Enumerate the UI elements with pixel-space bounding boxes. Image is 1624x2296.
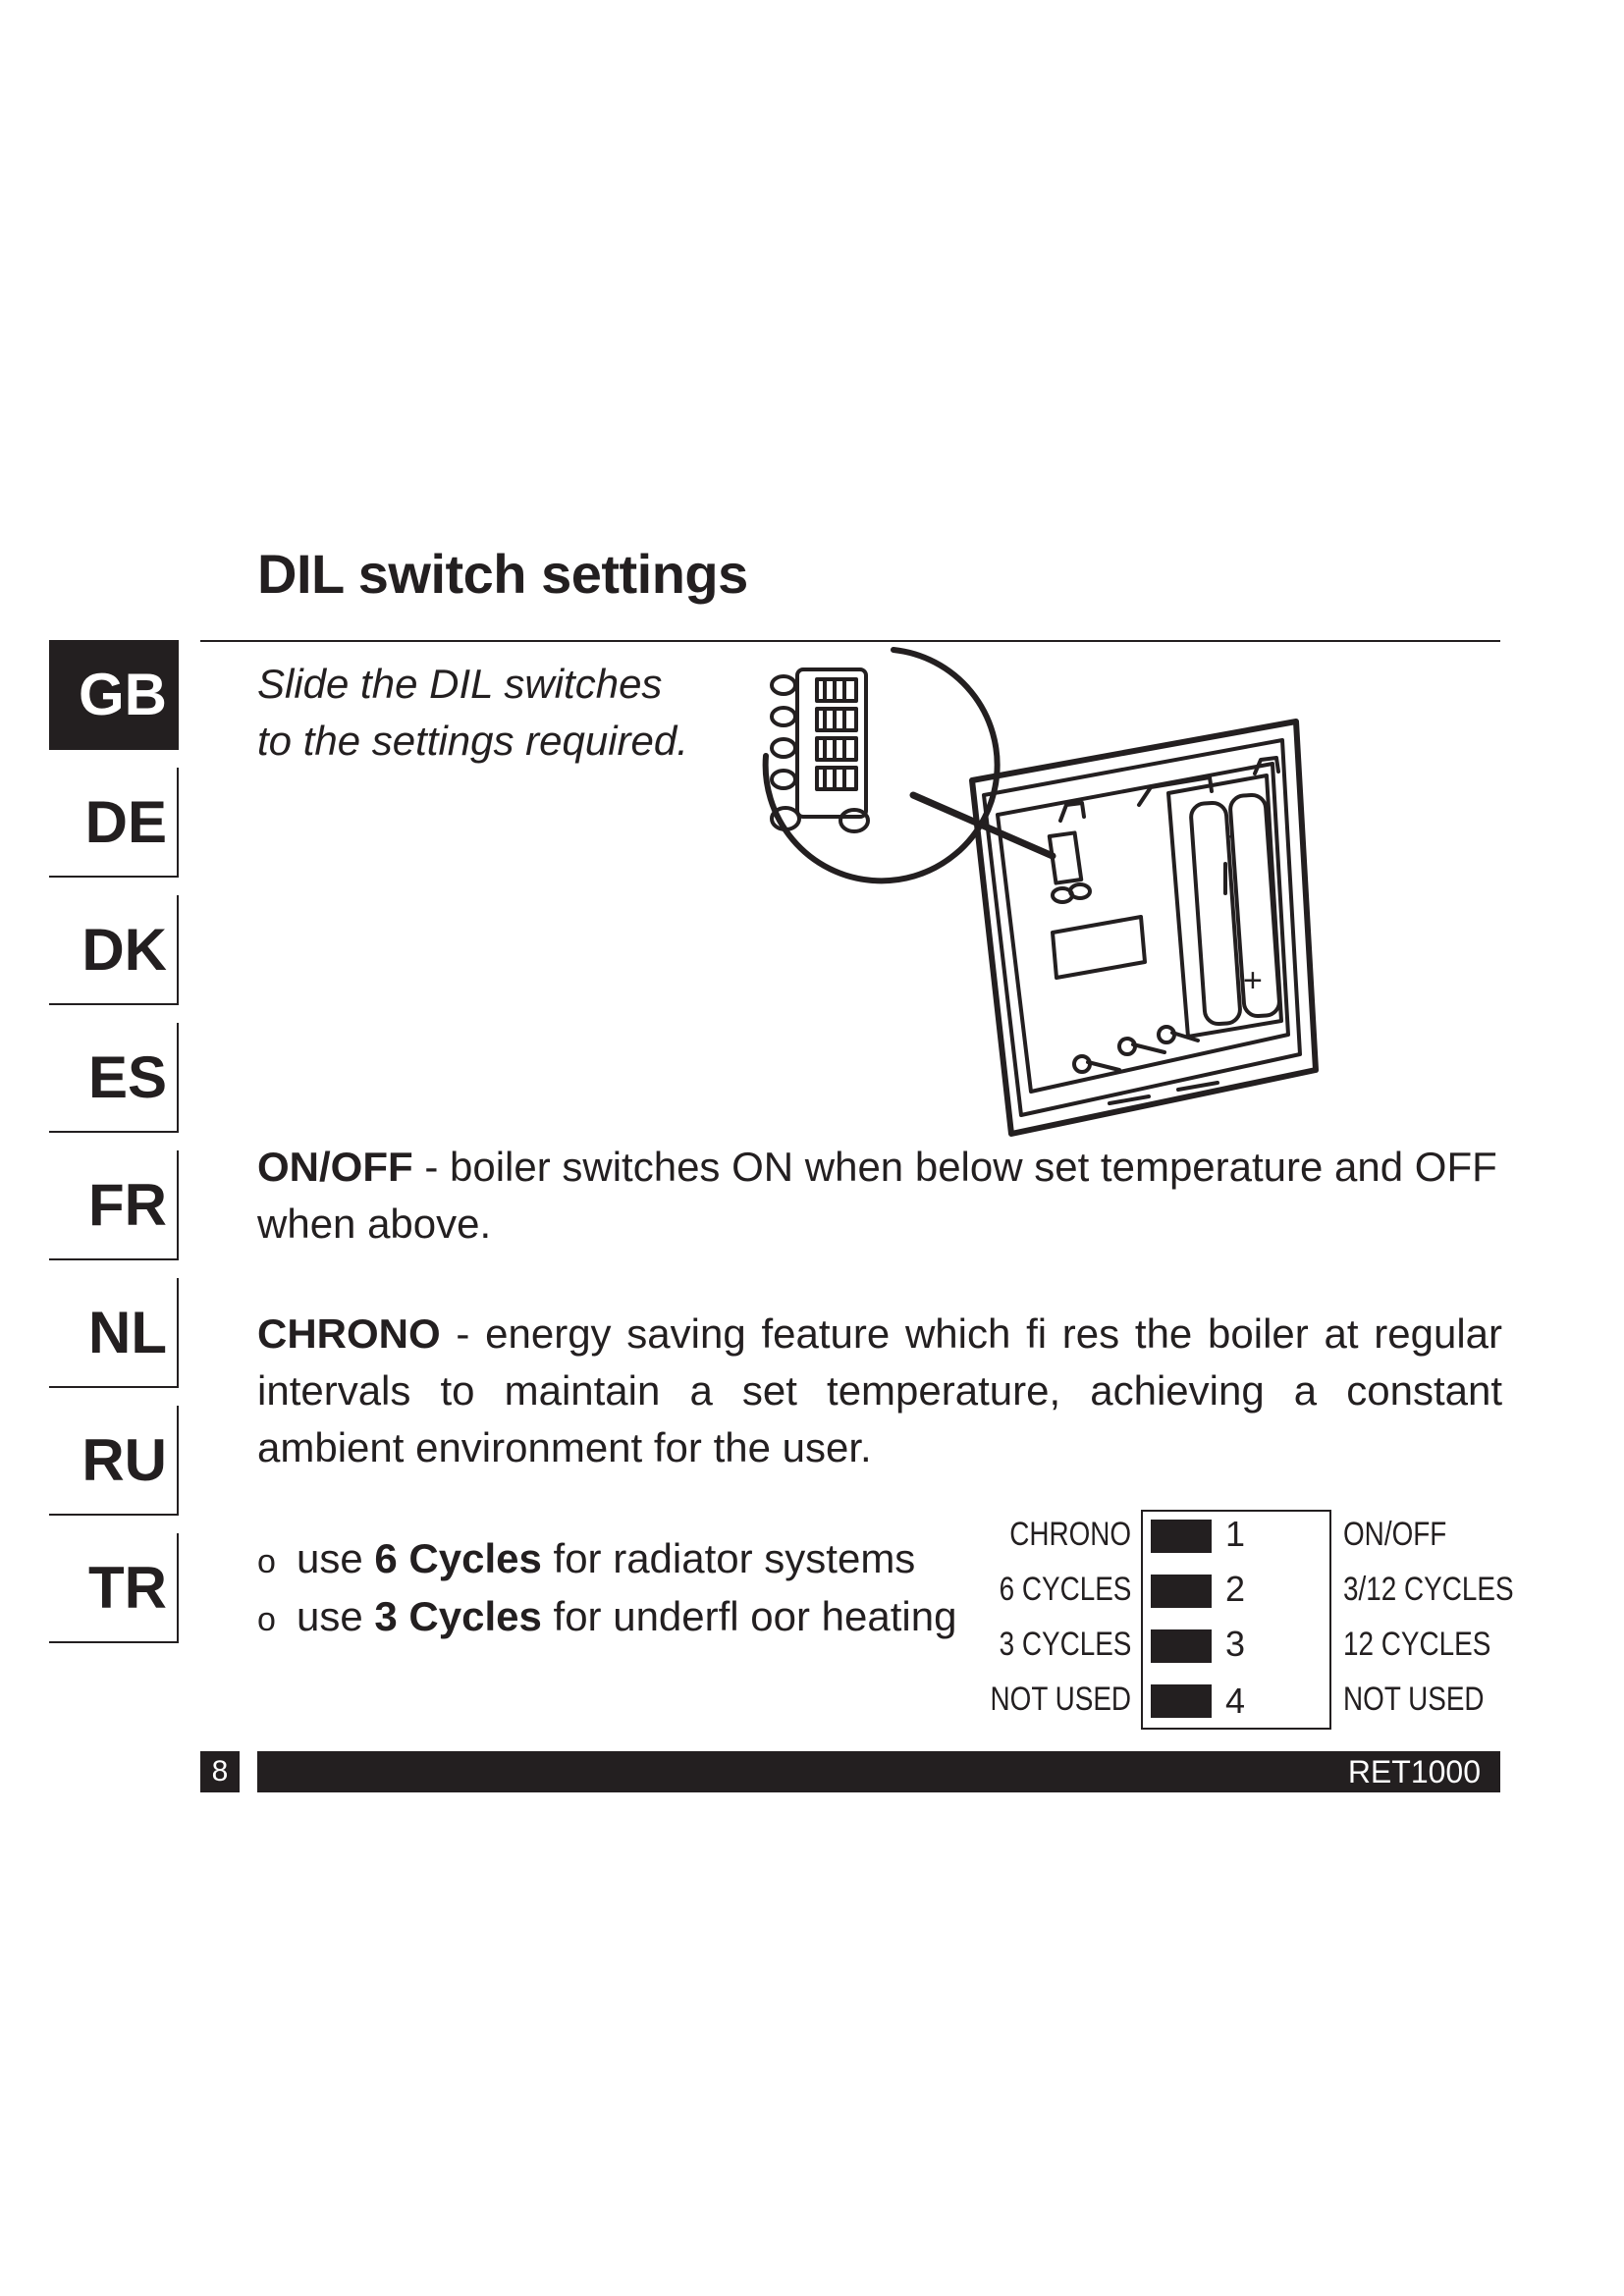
chrono-paragraph xyxy=(257,1306,1502,1476)
lang-tab-gb[interactable]: GB xyxy=(49,640,179,750)
lang-tab-dk[interactable]: DK xyxy=(49,895,179,1005)
dil-row-4-number: 4 xyxy=(1225,1681,1246,1721)
bullet-text: for underfl oor heating xyxy=(541,1593,957,1639)
onoff-paragraph xyxy=(257,1139,1502,1253)
dil-row-1-on-label: ON/OFF xyxy=(1343,1516,1447,1553)
dil-row-3-on-label: 12 CYCLES xyxy=(1343,1626,1491,1663)
dil-row-4-off-label: NOT USED xyxy=(990,1681,1131,1718)
lang-tab-tr[interactable]: TR xyxy=(49,1533,179,1643)
dil-switch-2[interactable] xyxy=(1151,1575,1212,1608)
bullet-text: use xyxy=(297,1535,375,1581)
dil-row-3-number: 3 xyxy=(1225,1624,1246,1664)
thermostat-backplate-dil-switch-illustration-icon xyxy=(687,638,1355,1148)
bullet-text: for radiator systems xyxy=(541,1535,916,1581)
model-name: RET1000 xyxy=(1347,1754,1481,1789)
intro-text xyxy=(257,656,688,770)
onoff-term: ON/OFF xyxy=(257,1144,413,1190)
page-title: DIL switch settings xyxy=(257,543,748,605)
dil-row-2-on-label: 3/12 CYCLES xyxy=(1343,1571,1514,1608)
lang-tab-de[interactable]: DE xyxy=(49,768,179,878)
intro-line-1: Slide the DIL switches xyxy=(257,661,663,707)
dil-row-2-off-label: 6 CYCLES xyxy=(999,1571,1131,1608)
bullet-emphasis: 3 Cycles xyxy=(374,1593,542,1639)
bullet-marker: o xyxy=(257,1543,276,1580)
intro-line-2: to the settings required. xyxy=(257,718,688,764)
dil-row-3-off-label: 3 CYCLES xyxy=(999,1626,1131,1663)
lang-tab-ru[interactable]: RU xyxy=(49,1406,179,1516)
dil-row-1-number: 1 xyxy=(1225,1514,1246,1554)
list-item xyxy=(257,1531,956,1589)
dil-row-2-number: 2 xyxy=(1225,1569,1246,1609)
onoff-description: - boiler switches ON when below set temperature and OFF when above. xyxy=(257,1144,1497,1247)
chrono-description: - energy saving feature which fi res the boiler at regular intervals to maintain a set temperature, achieving a constant ambient environment for the user. xyxy=(257,1310,1502,1470)
dil-row-4-on-label: NOT USED xyxy=(1343,1681,1485,1718)
dil-row-1-off-label: CHRONO xyxy=(1009,1516,1131,1553)
cycles-bullet-list xyxy=(257,1531,956,1647)
lang-tab-es[interactable]: ES xyxy=(49,1023,179,1133)
bullet-marker: o xyxy=(257,1601,276,1638)
page-number: 8 xyxy=(200,1751,240,1792)
list-item xyxy=(257,1589,956,1647)
chrono-term: CHRONO xyxy=(257,1310,441,1357)
bullet-emphasis: 6 Cycles xyxy=(374,1535,542,1581)
footer-model-bar xyxy=(257,1751,1500,1792)
dil-switch-4[interactable] xyxy=(1151,1684,1212,1718)
dil-switch-3[interactable] xyxy=(1151,1629,1212,1663)
dil-switch-1[interactable] xyxy=(1151,1520,1212,1553)
lang-tab-fr[interactable]: FR xyxy=(49,1150,179,1260)
lang-tab-nl[interactable]: NL xyxy=(49,1278,179,1388)
battery-minus: - xyxy=(1225,819,1235,851)
bullet-text: use xyxy=(297,1593,375,1639)
battery-plus: + xyxy=(1243,962,1263,999)
